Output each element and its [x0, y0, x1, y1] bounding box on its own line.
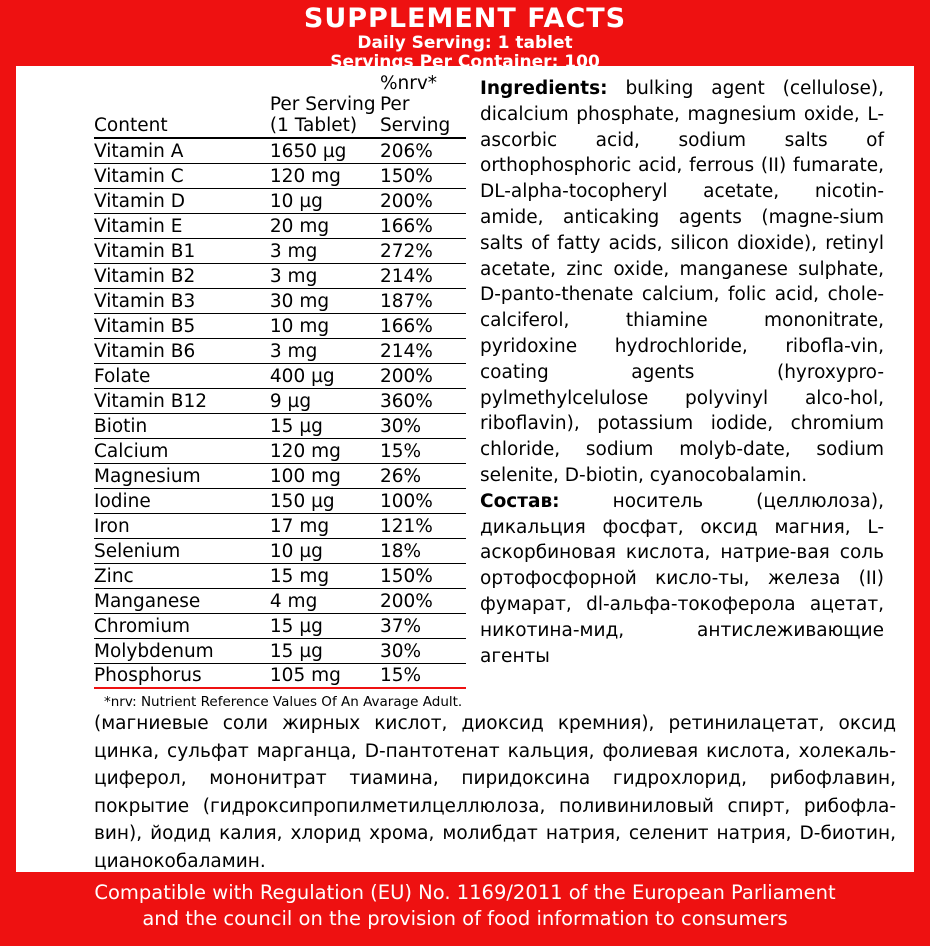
- nutrient-amount: 120 mg: [270, 163, 380, 188]
- nutrient-name: Vitamin B12: [94, 388, 270, 413]
- nutrient-nrv: 18%: [380, 538, 466, 563]
- nutrient-name: Vitamin A: [94, 138, 270, 163]
- nutrient-name: Vitamin B6: [94, 338, 270, 363]
- column-header-nrv-line1: %nrv*: [379, 73, 438, 94]
- nutrient-amount: 150 µg: [270, 488, 380, 513]
- ingredients-ru-paragraph: [480, 489, 884, 670]
- table-body: [94, 138, 466, 688]
- nutrient-amount: 4 mg: [270, 588, 380, 613]
- nutrient-nrv: 15%: [380, 438, 466, 463]
- column-header-amount: [270, 72, 380, 138]
- nutrient-name: Vitamin E: [94, 213, 270, 238]
- nutrient-nrv: 200%: [380, 363, 466, 388]
- table-row: [94, 613, 466, 638]
- nutrient-nrv: 26%: [380, 463, 466, 488]
- nutrient-nrv: 200%: [380, 588, 466, 613]
- nutrient-amount: 9 µg: [270, 388, 380, 413]
- table-row: [94, 263, 466, 288]
- column-header-amount-line1: Per Serving: [269, 94, 376, 115]
- ingredients-ru-continuation: (магниевые соли жирных кислот, диоксид кремния), ретинилацетат, оксид цинка, сульфат марганца, D-пантотенат кальция, фолиевая кислота, холекаль-циферол, мононитрат тиамина, пиридоксина гидрохлорид, рибофлавин, покрытие (гидроксипропилметилцеллюлоза, поливиниловый спирт, рибофла-вин), йодид калия, хлорид хрома, молибдат натрия, селенит натрия, D-биотин, цианокобаламин.: [94, 713, 896, 872]
- nutrient-nrv: 272%: [380, 238, 466, 263]
- ingredients-en-paragraph: [480, 76, 884, 489]
- nutrient-name: Molybdenum: [94, 638, 270, 663]
- nutrient-amount: 10 mg: [270, 313, 380, 338]
- table-row: [94, 588, 466, 613]
- nutrient-nrv: 37%: [380, 613, 466, 638]
- nutrient-nrv: 206%: [380, 138, 466, 163]
- table-row: [94, 438, 466, 463]
- regulation-footer: [16, 872, 914, 946]
- nutrient-nrv: 100%: [380, 488, 466, 513]
- nutrient-nrv: 214%: [380, 263, 466, 288]
- table-row: [94, 288, 466, 313]
- table-row: [94, 538, 466, 563]
- column-header-nrv-line2: Per Serving: [379, 94, 451, 136]
- nutrient-amount: 100 mg: [270, 463, 380, 488]
- ingredients-column: [466, 66, 898, 710]
- nutrient-name: Vitamin B2: [94, 263, 270, 288]
- ingredients-ru-text-column: носитель (целлюлоза), дикальция фосфат, оксид магния, L-аскорбиновая кислота, натрие-вая соль ортофосфорной кисло-ты, железа (II) фумарат, dl-альфа-токоферола ацетат, никотина-мид, антислеживающие агенты: [480, 490, 884, 667]
- nutrient-amount: 20 mg: [270, 213, 380, 238]
- nutrient-amount: 17 mg: [270, 513, 380, 538]
- nutrient-amount: 15 mg: [270, 563, 380, 588]
- nutrient-amount: 1650 µg: [270, 138, 380, 163]
- nutrient-name: Iodine: [94, 488, 270, 513]
- nutrient-nrv: 30%: [380, 638, 466, 663]
- nutrient-amount: 105 mg: [270, 663, 380, 688]
- nutrient-amount: 120 mg: [270, 438, 380, 463]
- nutrient-amount: 15 µg: [270, 638, 380, 663]
- nutrient-amount: 30 mg: [270, 288, 380, 313]
- ingredients-en-text: bulking agent (cellulose), dicalcium phosphate, magnesium oxide, L-ascorbic acid, sodium salts of orthophosphoric acid, ferrous (II) fumarate, DL-alpha-tocopheryl acetate, nicotin-amide, anticaking agents (magne-sium salts of fatty acids, silicon dioxide), retinyl acetate, zinc oxide, manganese sulphate, D-panto-thenate calcium, folic acid, chole-calciferol, thiamine mononitrate, pyridoxine hydrochloride, ribofla-vin, coating agents (hyroxypro-pylmethylcelulose polyvinyl alco-hol, riboflavin), potassium iodide, chromium chloride, sodium molyb-date, sodium selenite, D-biotin, cyanocobalamin.: [480, 78, 884, 486]
- table-row: [94, 163, 466, 188]
- nutrient-nrv: 15%: [380, 663, 466, 688]
- nutrient-nrv: 214%: [380, 338, 466, 363]
- nutrient-amount: 400 µg: [270, 363, 380, 388]
- footer-line-2: and the council on the provision of food information to consumers: [142, 907, 788, 930]
- column-header-amount-line2: (1 Tablet): [269, 115, 358, 136]
- nutrient-name: Iron: [94, 513, 270, 538]
- nutrient-name: Folate: [94, 363, 270, 388]
- ingredients-ru-label: Состав:: [480, 490, 560, 512]
- table-row: [94, 338, 466, 363]
- footer-line-1: Compatible with Regulation (EU) No. 1169/2011 of the European Parliament: [94, 881, 836, 904]
- nutrient-nrv: 150%: [380, 563, 466, 588]
- table-header: [94, 72, 466, 138]
- table-row: [94, 413, 466, 438]
- nutrient-amount: 10 µg: [270, 188, 380, 213]
- nutrient-amount: 3 mg: [270, 238, 380, 263]
- nutrition-facts-table: [94, 72, 466, 689]
- nutrient-name: Biotin: [94, 413, 270, 438]
- table-row: [94, 388, 466, 413]
- column-header-content: [94, 72, 270, 138]
- table-row: [94, 563, 466, 588]
- table-row: [94, 663, 466, 688]
- servings-per-container-text: Servings Per Container: 100: [330, 52, 600, 72]
- nrv-footnote: *nrv: Nutrient Reference Values Of An Avarage Adult.: [104, 694, 463, 710]
- nutrient-name: Calcium: [94, 438, 270, 463]
- nutrient-amount: 15 µg: [270, 413, 380, 438]
- table-row: [94, 213, 466, 238]
- table-row: [94, 513, 466, 538]
- label-body: [16, 66, 914, 710]
- nutrient-name: Vitamin D: [94, 188, 270, 213]
- column-header-content-label: Content: [94, 115, 168, 136]
- nutrient-nrv: 166%: [380, 313, 466, 338]
- nutrient-amount: 3 mg: [270, 338, 380, 363]
- nutrient-nrv: 166%: [380, 213, 466, 238]
- nutrient-nrv: 30%: [380, 413, 466, 438]
- nutrient-nrv: 200%: [380, 188, 466, 213]
- nutrient-name: Zinc: [94, 563, 270, 588]
- nutrient-nrv: 187%: [380, 288, 466, 313]
- table-row: [94, 188, 466, 213]
- label-header: [16, 0, 914, 72]
- table-row: [94, 488, 466, 513]
- nutrient-name: Vitamin B5: [94, 313, 270, 338]
- table-row: [94, 363, 466, 388]
- nutrient-amount: 15 µg: [270, 613, 380, 638]
- ingredients-en-label: Ingredients:: [480, 78, 608, 99]
- nutrition-table-column: [16, 66, 466, 710]
- nutrient-name: Magnesium: [94, 463, 270, 488]
- table-row: [94, 238, 466, 263]
- table-row: [94, 638, 466, 663]
- nutrient-name: Chromium: [94, 613, 270, 638]
- nutrient-amount: 3 mg: [270, 263, 380, 288]
- ingredients-block: [480, 76, 884, 669]
- daily-serving-text: Daily Serving: 1 tablet: [357, 33, 573, 53]
- nutrient-nrv: 150%: [380, 163, 466, 188]
- column-header-nrv: [380, 72, 466, 138]
- nutrient-nrv: 360%: [380, 388, 466, 413]
- nutrient-name: Selenium: [94, 538, 270, 563]
- nutrient-amount: 10 µg: [270, 538, 380, 563]
- nutrient-nrv: 121%: [380, 513, 466, 538]
- nutrient-name: Vitamin C: [94, 163, 270, 188]
- nutrient-name: Vitamin B1: [94, 238, 270, 263]
- nutrient-name: Phosphorus: [94, 663, 270, 688]
- nutrient-name: Manganese: [94, 588, 270, 613]
- nutrient-name: Vitamin B3: [94, 288, 270, 313]
- table-row: [94, 138, 466, 163]
- table-row: [94, 313, 466, 338]
- table-header-row: [94, 72, 466, 138]
- table-row: [94, 463, 466, 488]
- page-title: SUPPLEMENT FACTS: [303, 3, 627, 34]
